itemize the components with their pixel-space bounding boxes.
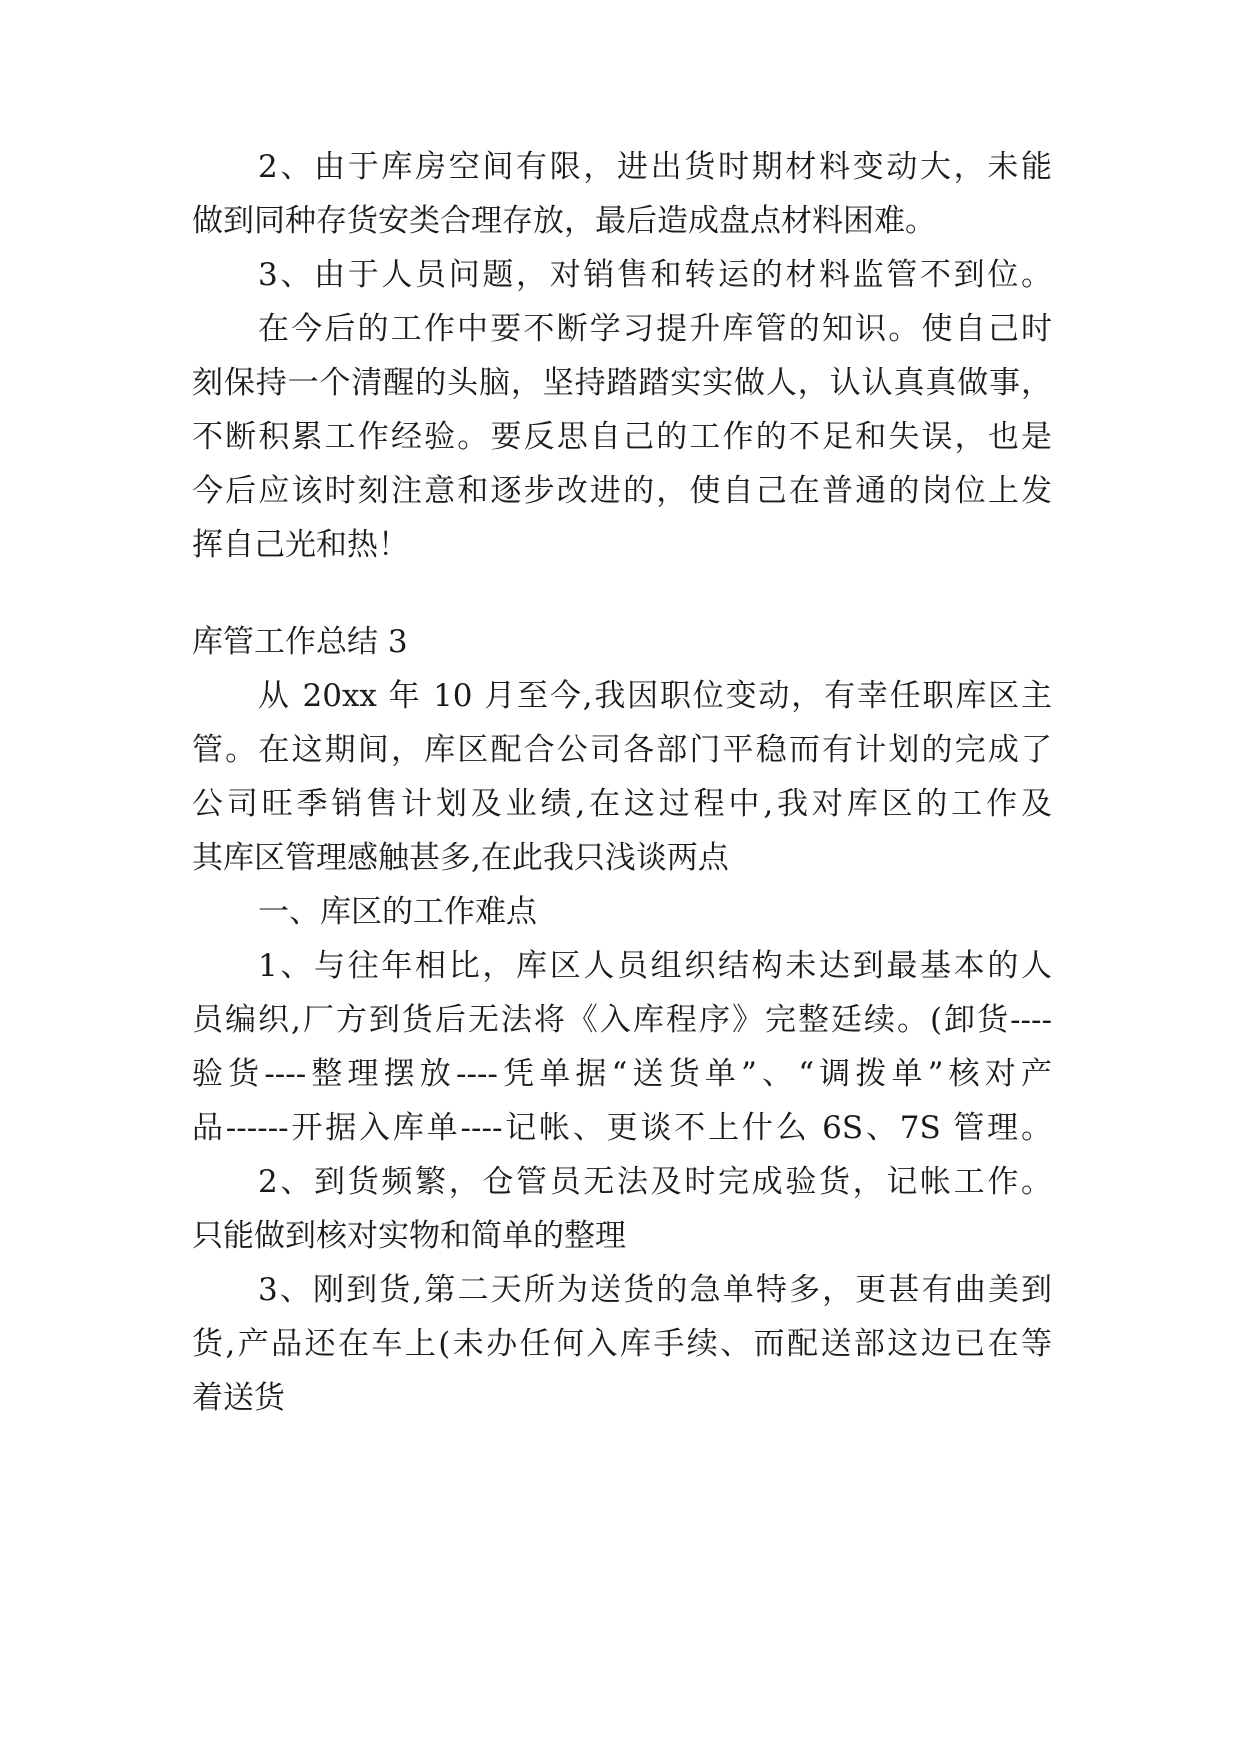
section-heading: 库管工作总结 3 xyxy=(192,624,408,660)
paragraph-line: 公司旺季销售计划及业绩,在这过程中,我对库区的工作及 xyxy=(192,786,1052,822)
paragraph-line: 3、刚到货,第二天所为送货的急单特多，更甚有曲美到 xyxy=(258,1272,1052,1308)
paragraph-line: 管。在这期间，库区配合公司各部门平稳而有计划的完成了 xyxy=(192,732,1052,768)
paragraph-line: 只能做到核对实物和简单的整理 xyxy=(192,1218,626,1254)
paragraph-line: 今后应该时刻注意和逐步改进的，使自己在普通的岗位上发 xyxy=(192,473,1052,509)
paragraph-line: 3、由于人员问题，对销售和转运的材料监管不到位。 xyxy=(258,257,1052,293)
paragraph-line: 1、与往年相比，库区人员组织结构未达到最基本的人 xyxy=(258,948,1052,984)
paragraph-line: 不断积累工作经验。要反思自己的工作的不足和失误，也是 xyxy=(192,419,1052,455)
paragraph-line: 货,产品还在车上(未办任何入库手续、而配送部这边已在等 xyxy=(192,1326,1052,1362)
paragraph-line: 2、由于库房空间有限，进出货时期材料变动大，未能 xyxy=(258,149,1052,185)
subheading: 一、库区的工作难点 xyxy=(258,894,537,930)
paragraph-line: 验货----整理摆放----凭单据“送货单”、“调拨单”核对产 xyxy=(192,1056,1052,1092)
paragraph-line: 品------开据入库单----记帐、更谈不上什么 6S、7S 管理。 xyxy=(192,1110,1052,1146)
paragraph-line: 员编织,厂方到货后无法将《入库程序》完整廷续。(卸货---- xyxy=(192,1002,1052,1038)
paragraph-line: 做到同种存货安类合理存放，最后造成盘点材料困难。 xyxy=(192,203,936,239)
paragraph-line: 挥自己光和热！ xyxy=(192,527,409,563)
paragraph-line: 在今后的工作中要不断学习提升库管的知识。使自己时 xyxy=(258,311,1052,347)
paragraph-line: 其库区管理感触甚多,在此我只浅谈两点 xyxy=(192,840,729,876)
paragraph-line: 着送货 xyxy=(192,1380,285,1416)
paragraph-line: 从 20xx 年 10 月至今,我因职位变动，有幸任职库区主 xyxy=(258,678,1052,714)
paragraph-line: 2、到货频繁，仓管员无法及时完成验货，记帐工作。 xyxy=(258,1164,1052,1200)
paragraph-line: 刻保持一个清醒的头脑，坚持踏踏实实做人，认认真真做事， xyxy=(192,365,1052,401)
